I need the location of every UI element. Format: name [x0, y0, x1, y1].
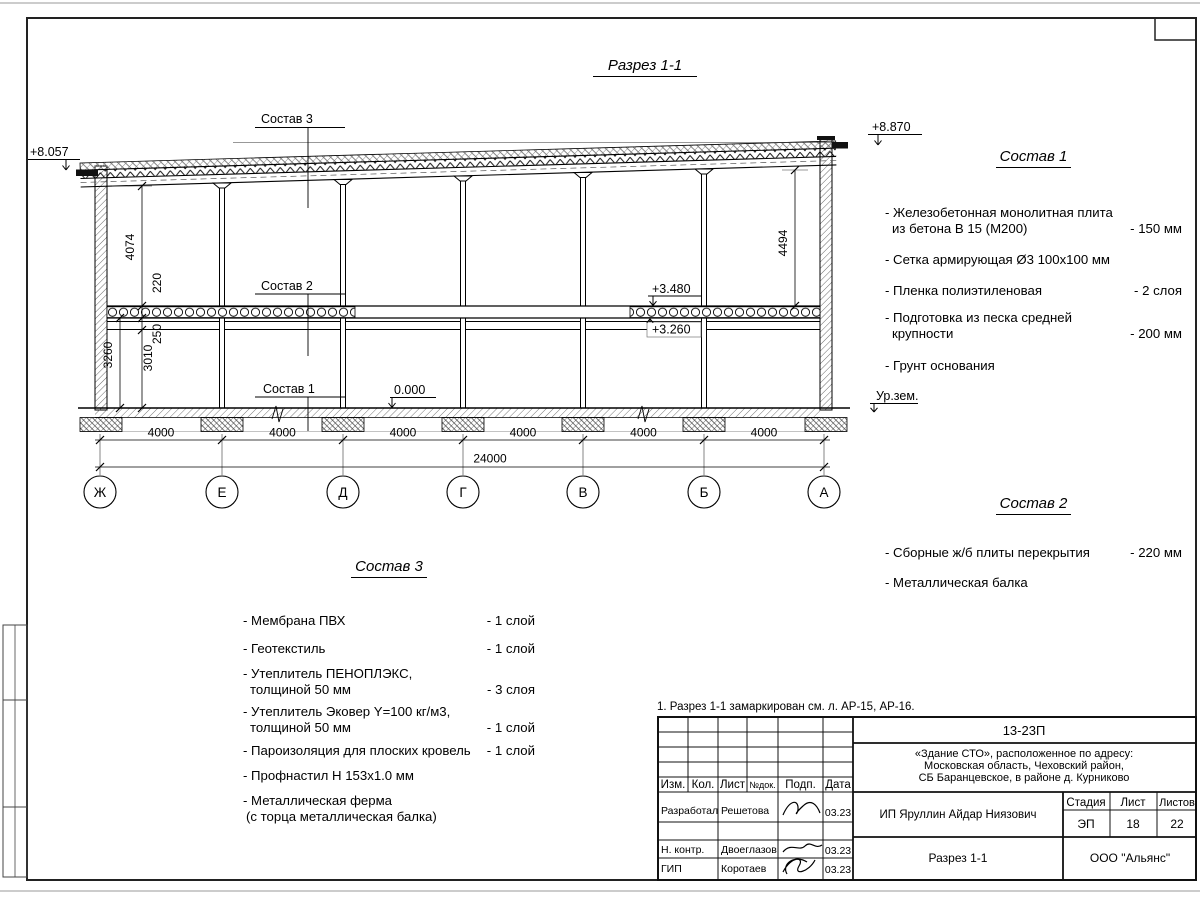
- list-item: - Геотекстиль - 1 слой: [243, 641, 535, 656]
- row-date: 03.23: [824, 807, 852, 819]
- svg-text:Состав 1: Состав 1: [263, 382, 315, 396]
- list-item: - Пароизоляция для плоских кровель - 1 слой: [243, 743, 535, 758]
- axis-label: Е: [217, 485, 227, 500]
- list-item: - Металлическая балка: [885, 575, 1028, 590]
- ground: [78, 406, 850, 432]
- dim-total: 24000: [473, 451, 507, 466]
- axis-bubbles: [84, 476, 840, 508]
- composition-2-title: Состав 2: [885, 495, 1182, 512]
- svg-text:+8.870: +8.870: [872, 120, 911, 134]
- dim-bay: 4000: [269, 425, 296, 440]
- parapet-cap: [817, 136, 835, 140]
- col-kol: Кол.: [691, 779, 715, 791]
- dim-bay: 4000: [147, 425, 175, 440]
- col-izm: Изм.: [660, 779, 686, 791]
- dim-right: 4494: [776, 229, 790, 257]
- doc-number: 13-23П: [1002, 723, 1046, 738]
- dim-bay: 4000: [750, 425, 778, 440]
- stage-label: Стадия: [1066, 797, 1106, 809]
- elevation-slab-top: [648, 282, 702, 306]
- dim-bay: 4000: [389, 425, 417, 440]
- stage-value: ЭП: [1077, 817, 1095, 831]
- sheet-label: Лист: [1120, 797, 1146, 809]
- page-title: Разрез 1-1: [593, 57, 697, 77]
- left-margin-cells: [3, 625, 27, 877]
- project-address-line3: СБ Баранцевское, в районе д. Курниково: [918, 772, 1130, 784]
- hollow-core-slab-right: [630, 307, 820, 318]
- axis-label: Г: [459, 485, 467, 500]
- row-name: Решетова: [721, 805, 770, 817]
- right-eave: [832, 142, 848, 149]
- svg-text:+8.057: +8.057: [30, 145, 69, 159]
- list-item: - Железобетонная монолитная плита из бетона В 15 (М200) - 150 мм: [885, 205, 1182, 236]
- list-item: - Грунт основания: [885, 358, 995, 373]
- row-date: 03.23: [824, 845, 852, 857]
- elevation-top-left: [28, 145, 80, 170]
- client-name: ИП Яруллин Айдар Ниязович: [879, 809, 1037, 821]
- list-item: - Утеплитель Эковер Y=100 кг/м3, толщиной 50 мм - 1 слой: [243, 704, 535, 735]
- axis-label: Д: [338, 485, 348, 500]
- dim-slab-thickness: 220: [150, 272, 164, 294]
- col-podp: Подп.: [785, 779, 816, 791]
- list-item: - Пленка полиэтиленовая - 2 слоя: [885, 283, 1182, 298]
- footings: [80, 418, 847, 432]
- axis-label: А: [819, 485, 829, 500]
- sheets-label: Листов: [1159, 797, 1195, 809]
- svg-text:Состав 3: Состав 3: [261, 112, 313, 126]
- svg-text:0.000: 0.000: [394, 383, 426, 397]
- list-item: - Подготовка из песка средней крупности - 200 мм: [885, 310, 1182, 341]
- dim-beam-depth: 250: [150, 323, 164, 345]
- sheet-note: 1. Разрез 1-1 замаркирован см. л. АР-15, АР-16.: [657, 701, 915, 713]
- row-role: Разработал: [661, 805, 719, 817]
- elevation-zero: [389, 383, 437, 408]
- list-item: - Сетка армирующая Ø3 100х100 мм: [885, 252, 1110, 267]
- svg-text:Ур.зем.: Ур.зем.: [876, 389, 919, 403]
- composition-1-title: Состав 1: [885, 148, 1182, 165]
- axis-label: Б: [699, 485, 709, 500]
- sheet-number: 18: [1126, 817, 1140, 831]
- row-role: Н. контр.: [661, 844, 705, 856]
- format-box: [1155, 18, 1196, 40]
- svg-text:+3.260: +3.260: [652, 322, 691, 337]
- company-name: ООО "Альянс": [1089, 851, 1171, 865]
- drawing-name: Разрез 1-1: [928, 851, 988, 865]
- elevation-ground-level: [870, 389, 918, 412]
- row-date: 03.23: [824, 864, 852, 876]
- col-data: Дата: [825, 779, 851, 791]
- svg-text:+3.480: +3.480: [652, 282, 691, 296]
- axis-label: В: [578, 485, 588, 500]
- left-eave: [76, 170, 98, 177]
- dim-left-upper: 4074: [123, 233, 137, 261]
- composition-1-block: [885, 148, 1182, 388]
- col-list: Лист: [720, 779, 745, 791]
- list-item: - Металлическая ферма (с торца металлическая балка): [243, 793, 437, 824]
- list-item: - Профнастил Н 153х1.0 мм: [243, 768, 414, 783]
- list-item: - Мембрана ПВХ - 1 слой: [243, 613, 535, 628]
- left-wall: [95, 166, 107, 410]
- svg-text:Состав 2: Состав 2: [261, 279, 313, 293]
- row-name: Коротаев: [721, 863, 767, 875]
- list-item: - Утеплитель ПЕНОПЛЭКС, толщиной 50 мм - 3 слоя: [243, 666, 535, 697]
- title-block: [658, 717, 1196, 880]
- col-dok: №док.: [749, 780, 776, 790]
- project-address-line1: «Здание СТО», расположенное по адресу:: [914, 748, 1134, 760]
- building-section: [76, 136, 850, 432]
- row-role: ГИП: [661, 863, 682, 875]
- list-item: - Сборные ж/б плиты перекрытия - 220 мм: [885, 545, 1182, 560]
- dim-left-outer: 3260: [101, 341, 115, 369]
- right-wall: [820, 139, 832, 410]
- project-address-line2: Московская область, Чеховский район,: [924, 760, 1124, 772]
- sheets-total: 22: [1170, 817, 1184, 831]
- composition-3-block: [243, 558, 535, 828]
- row-name: Двоеглазов: [721, 844, 777, 856]
- axis-label: Ж: [93, 485, 107, 500]
- composition-3-title: Состав 3: [243, 558, 535, 575]
- elevation-top-right: [868, 120, 922, 145]
- dim-left-lower: 3010: [141, 344, 155, 372]
- dim-bay: 4000: [630, 425, 657, 440]
- composition-2-block: [885, 495, 1182, 605]
- dim-bay: 4000: [509, 425, 537, 440]
